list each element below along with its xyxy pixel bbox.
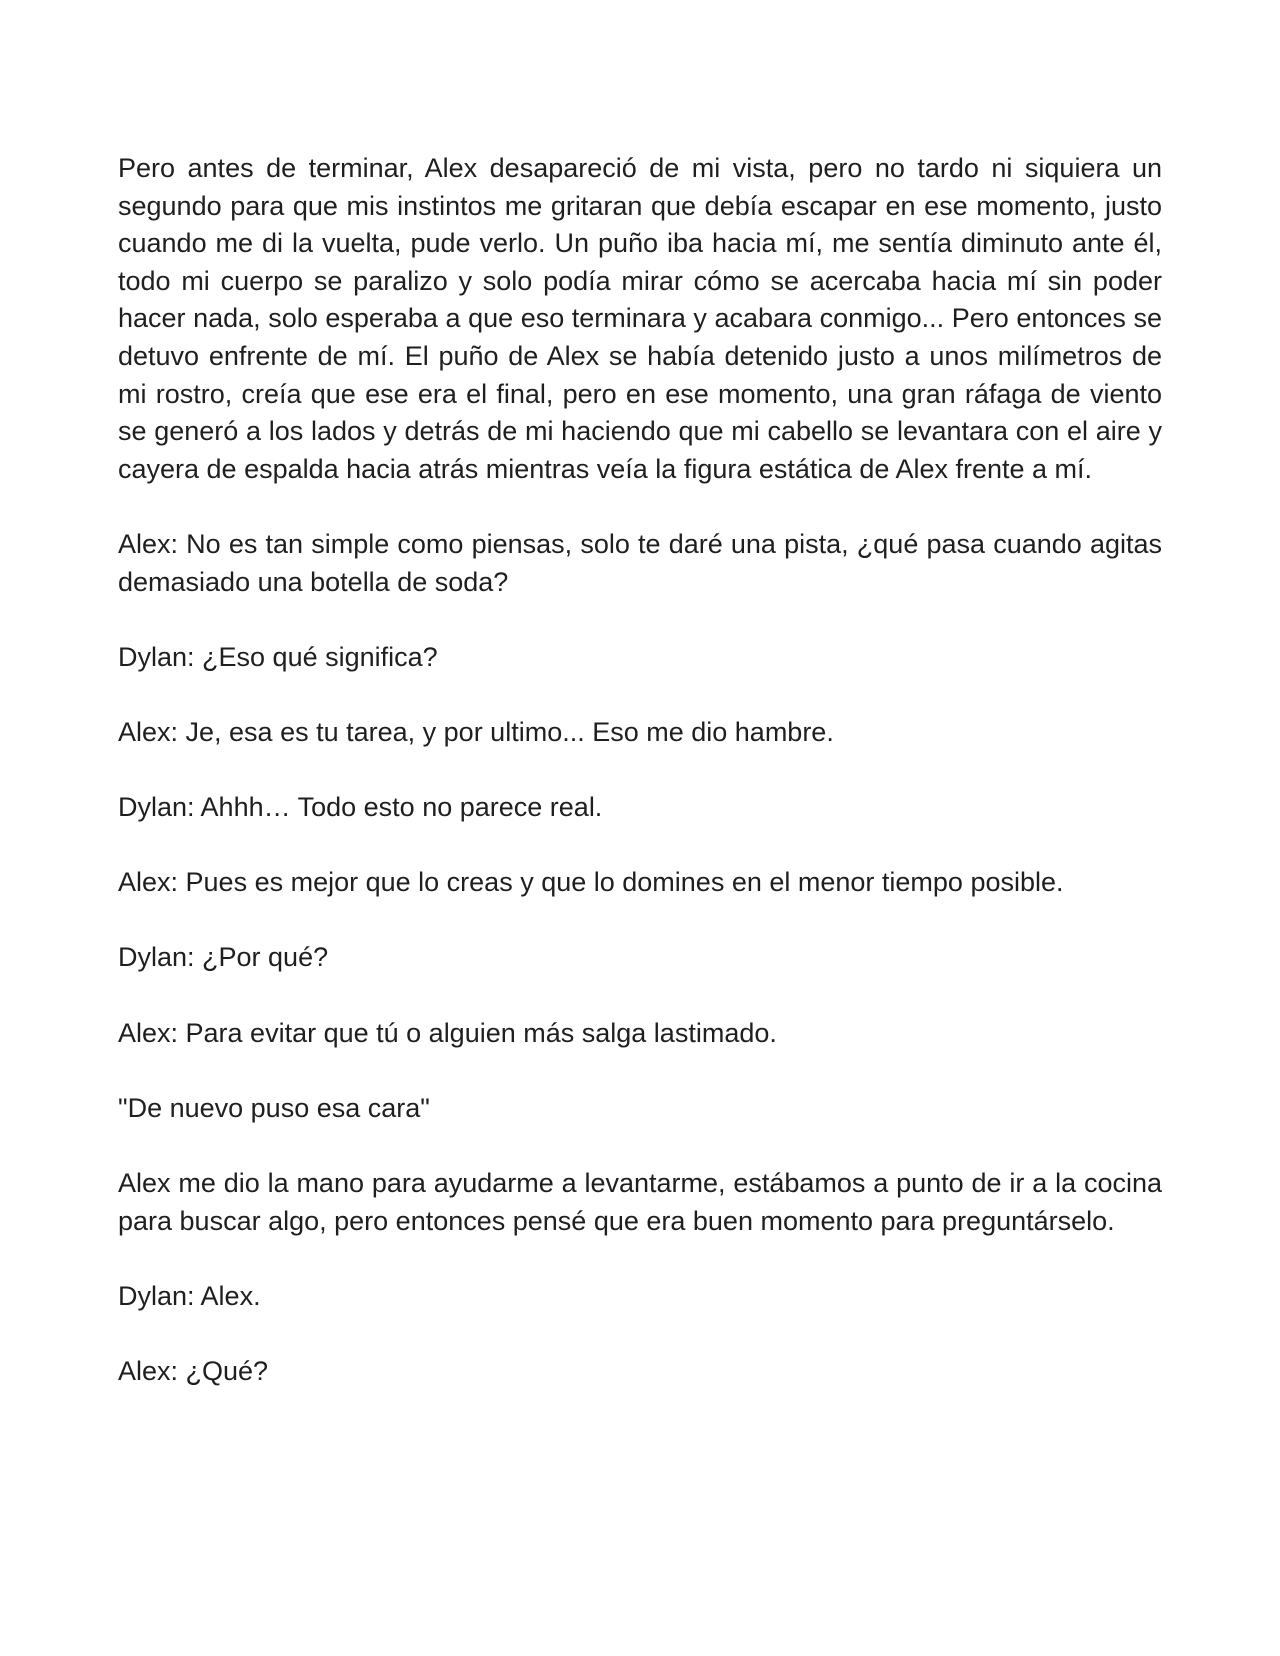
dialogue-line: Alex: No es tan simple como piensas, solo te daré una pista, ¿qué pasa cuando agitas demasiado una botella de soda? [118, 528, 1162, 597]
dialogue-line: Alex: ¿Qué? [118, 1356, 269, 1386]
dialogue-line: Alex: Pues es mejor que lo creas y que lo domines en el menor tiempo posible. [118, 867, 1064, 898]
dialogue-line: Dylan: ¿Por qué? [118, 942, 329, 973]
narrative-paragraph: Alex me dio la mano para ayudarme a levantarme, estábamos a punto de ir a la cocina para buscar algo, pero entonces pensé que era buen momento para preguntárselo. [118, 1168, 1162, 1236]
thought-line: "De nuevo puso esa cara" [118, 1092, 430, 1123]
narrative-paragraph: Pero antes de terminar, Alex desapareció de mi vista, pero no tardo ni siquiera un segundo para que mis instintos me gritaran que debía escapar en ese momento, justo cuando me di la vuelta, pude verlo. Un puño iba hacia mí, me sentía diminuto ante él, todo mi cuerpo se paralizo y solo podía mirar cómo se acercaba hacia mí sin poder hacer nada, solo esperaba a que eso terminara y acabara conmigo... Pero entonces se detuvo enfrente de mí. El puño de Alex se había detenido justo a unos milímetros de mi rostro, creía que ese era el final, pero en ese momento, una gran ráfaga de viento se generó a los lados y detrás de mi haciendo que mi cabello se levantara con el aire y cayera de espalda hacia atrás mientras veía la figura estática de Alex frente a mí. [118, 153, 1162, 484]
dialogue-line: Dylan: ¿Eso qué significa? [118, 641, 438, 672]
dialogue-line: Alex: Je, esa es tu tarea, y por ultimo... Eso me dio hambre. [118, 716, 834, 747]
document-body [118, 150, 1162, 1428]
dialogue-line: Dylan: Ahhh… Todo esto no parece real. [118, 792, 603, 823]
dialogue-line: Dylan: Alex. [118, 1280, 261, 1311]
dialogue-line: Alex: Para evitar que tú o alguien más salga lastimado. [118, 1017, 777, 1048]
